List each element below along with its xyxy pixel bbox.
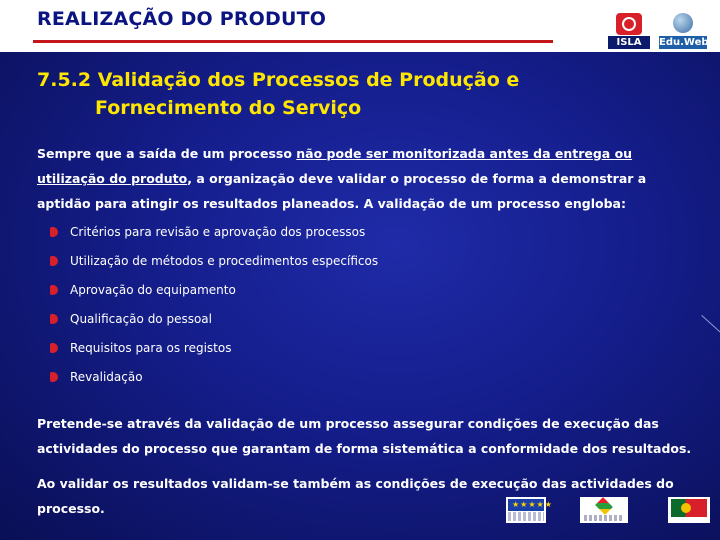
bullet-icon — [50, 314, 58, 324]
globe-icon — [673, 13, 693, 33]
list-item-label: Critérios para revisão e aprovação dos processos — [70, 225, 366, 239]
list-item-label: Utilização de métodos e procedimentos específicos — [70, 254, 379, 268]
intro-paragraph — [37, 141, 697, 216]
list-item-label: Requisitos para os registos — [70, 341, 232, 355]
intro-underlined-text: não pode ser monitorizada antes da entrega ou utilização do produto — [37, 146, 633, 186]
programme-caption — [584, 515, 624, 521]
isla-logo-text: ISLA — [608, 36, 650, 49]
eduweb-logo-text: Edu.Web — [659, 37, 709, 48]
bullet-icon — [50, 256, 58, 266]
eduweb-logo — [659, 13, 707, 49]
section-title-line1: 7.5.2 Validação dos Processos de Produção e — [37, 69, 520, 91]
programme-logo — [580, 497, 628, 523]
decorative-line — [701, 315, 720, 336]
list-item — [50, 306, 378, 335]
portugal-flag-icon — [671, 499, 707, 517]
list-item — [50, 277, 378, 306]
closing-paragraph-1: Pretende-se através da validação de um processo assegurar condições de execução das actividades do processo que garantam de forma sistemática a conformidade dos resultados. — [37, 416, 692, 456]
isla-logo — [608, 13, 650, 49]
section-title-line2: Fornecimento do Serviço — [95, 97, 362, 119]
list-item — [50, 219, 378, 248]
validation-criteria-list — [50, 219, 378, 393]
list-item — [50, 335, 378, 364]
page-title: REALIZAÇÃO DO PRODUTO — [37, 8, 327, 30]
intro-text-end: , a organização deve validar o processo de forma a demonstrar a aptidão para atingir os resultados planeados. A validação de um processo engloba: — [37, 171, 647, 211]
list-item-label: Revalidação — [70, 370, 143, 384]
bullet-icon — [50, 285, 58, 295]
intro-text-start: Sempre que a saída de um processo — [37, 146, 297, 161]
section-title — [37, 66, 519, 122]
list-item — [50, 364, 378, 393]
list-item — [50, 248, 378, 277]
eu-flag-icon — [508, 499, 544, 511]
bullet-icon — [50, 227, 58, 237]
bullet-icon — [50, 343, 58, 353]
header-divider — [33, 40, 553, 43]
list-item-label: Aprovação do equipamento — [70, 283, 236, 297]
eu-flag-logo — [506, 497, 546, 523]
closing-paragraph-2: Ao validar os resultados validam-se também as condições de execução das actividades do processo. — [37, 476, 674, 516]
eu-caption — [508, 512, 544, 521]
isla-logo-mark-icon — [616, 13, 642, 35]
programme-mark-icon — [595, 497, 613, 515]
portugal-flag-logo — [668, 497, 710, 523]
header-bar — [0, 0, 720, 52]
bullet-icon — [50, 372, 58, 382]
list-item-label: Qualificação do pessoal — [70, 312, 212, 326]
